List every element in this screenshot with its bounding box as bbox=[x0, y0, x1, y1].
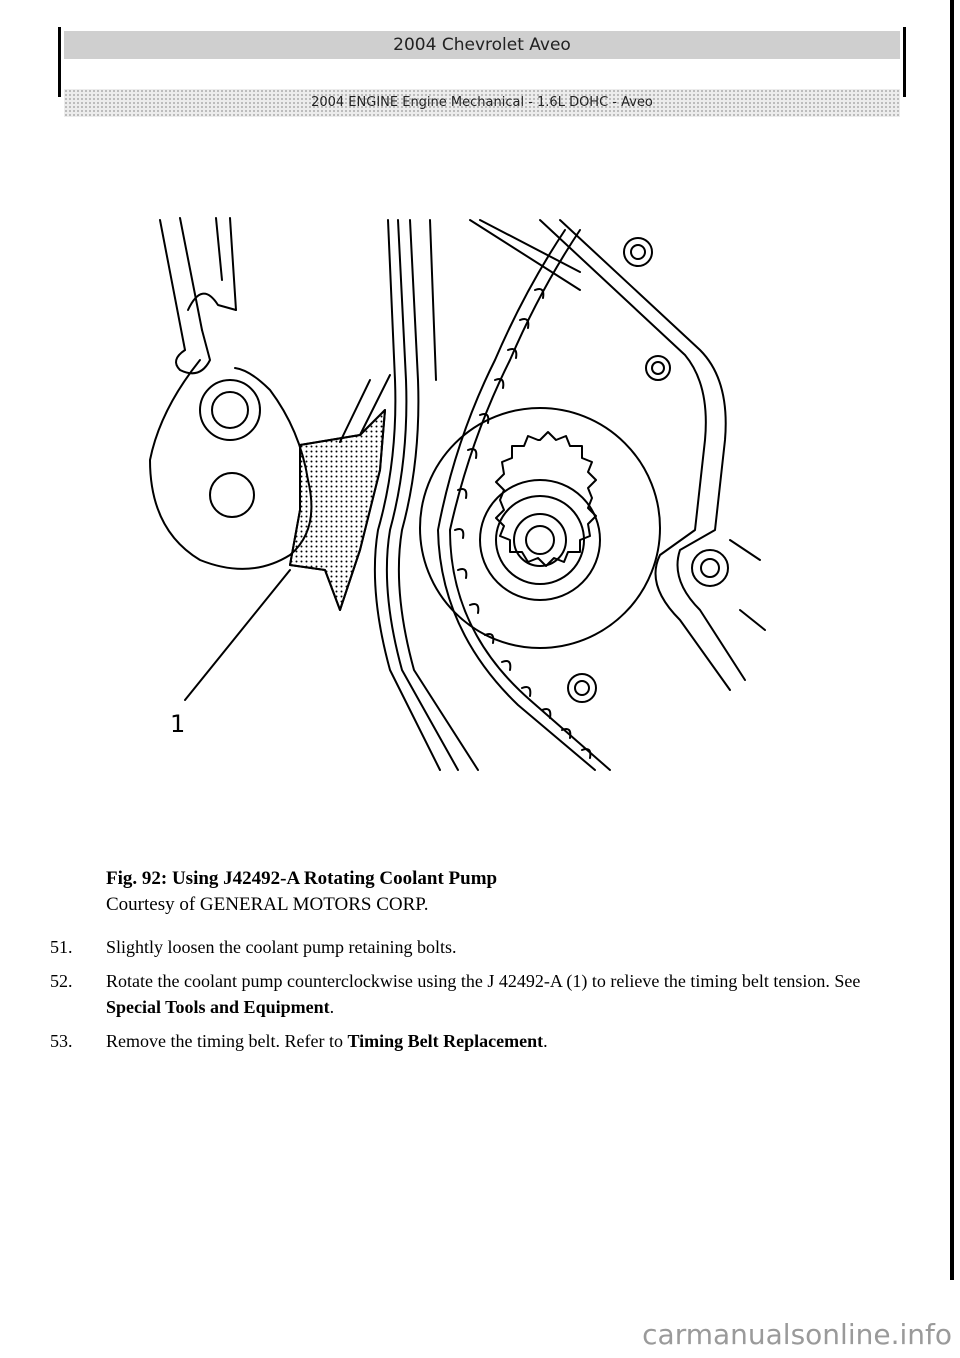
figure-caption bbox=[106, 866, 497, 918]
step-number: 52. bbox=[50, 971, 73, 991]
figure-title: Fig. 92: Using J42492-A Rotating Coolant Pump bbox=[106, 868, 498, 889]
step-number: 53. bbox=[50, 1031, 73, 1051]
procedure-steps bbox=[50, 934, 870, 1062]
step-text-end: . bbox=[543, 1031, 548, 1051]
header-left-bar bbox=[58, 27, 61, 97]
step-text-end: . bbox=[329, 997, 335, 1017]
special-tools-link[interactable]: Special Tools and Equipment bbox=[106, 997, 330, 1017]
step-item bbox=[50, 934, 870, 960]
page-header bbox=[58, 27, 906, 110]
step-text: Rotate the coolant pump counterclockwise using the J 42492-A (1) to relieve the timing belt tension. See bbox=[106, 971, 861, 991]
engine-front-cover bbox=[540, 220, 765, 702]
timing-belt bbox=[375, 220, 478, 770]
watermark: carmanualsonline.info bbox=[642, 1318, 952, 1351]
coolant-pump-sprocket bbox=[420, 408, 660, 648]
step-item bbox=[50, 1028, 870, 1054]
step-item bbox=[50, 968, 870, 1020]
timing-belt-replacement-link[interactable]: Timing Belt Replacement bbox=[347, 1031, 544, 1051]
tensioner-arm bbox=[150, 218, 311, 569]
callout-leader bbox=[185, 570, 290, 700]
header-title: 2004 Chevrolet Aveo bbox=[64, 31, 900, 59]
figure-coolant-pump-diagram bbox=[140, 210, 780, 790]
page-right-rule bbox=[950, 0, 954, 1280]
step-text: Slightly loosen the coolant pump retaining bolts. bbox=[106, 937, 457, 957]
callout-label: 1 bbox=[170, 710, 186, 738]
header-right-bar bbox=[903, 27, 906, 97]
step-number: 51. bbox=[50, 937, 73, 957]
figure-courtesy: Courtesy of GENERAL MOTORS CORP. bbox=[106, 894, 429, 915]
header-subtitle: 2004 ENGINE Engine Mechanical - 1.6L DOHC - Aveo bbox=[64, 89, 900, 117]
camshaft-sprocket-belt bbox=[438, 220, 610, 770]
step-text: Remove the timing belt. Refer to bbox=[106, 1031, 348, 1051]
